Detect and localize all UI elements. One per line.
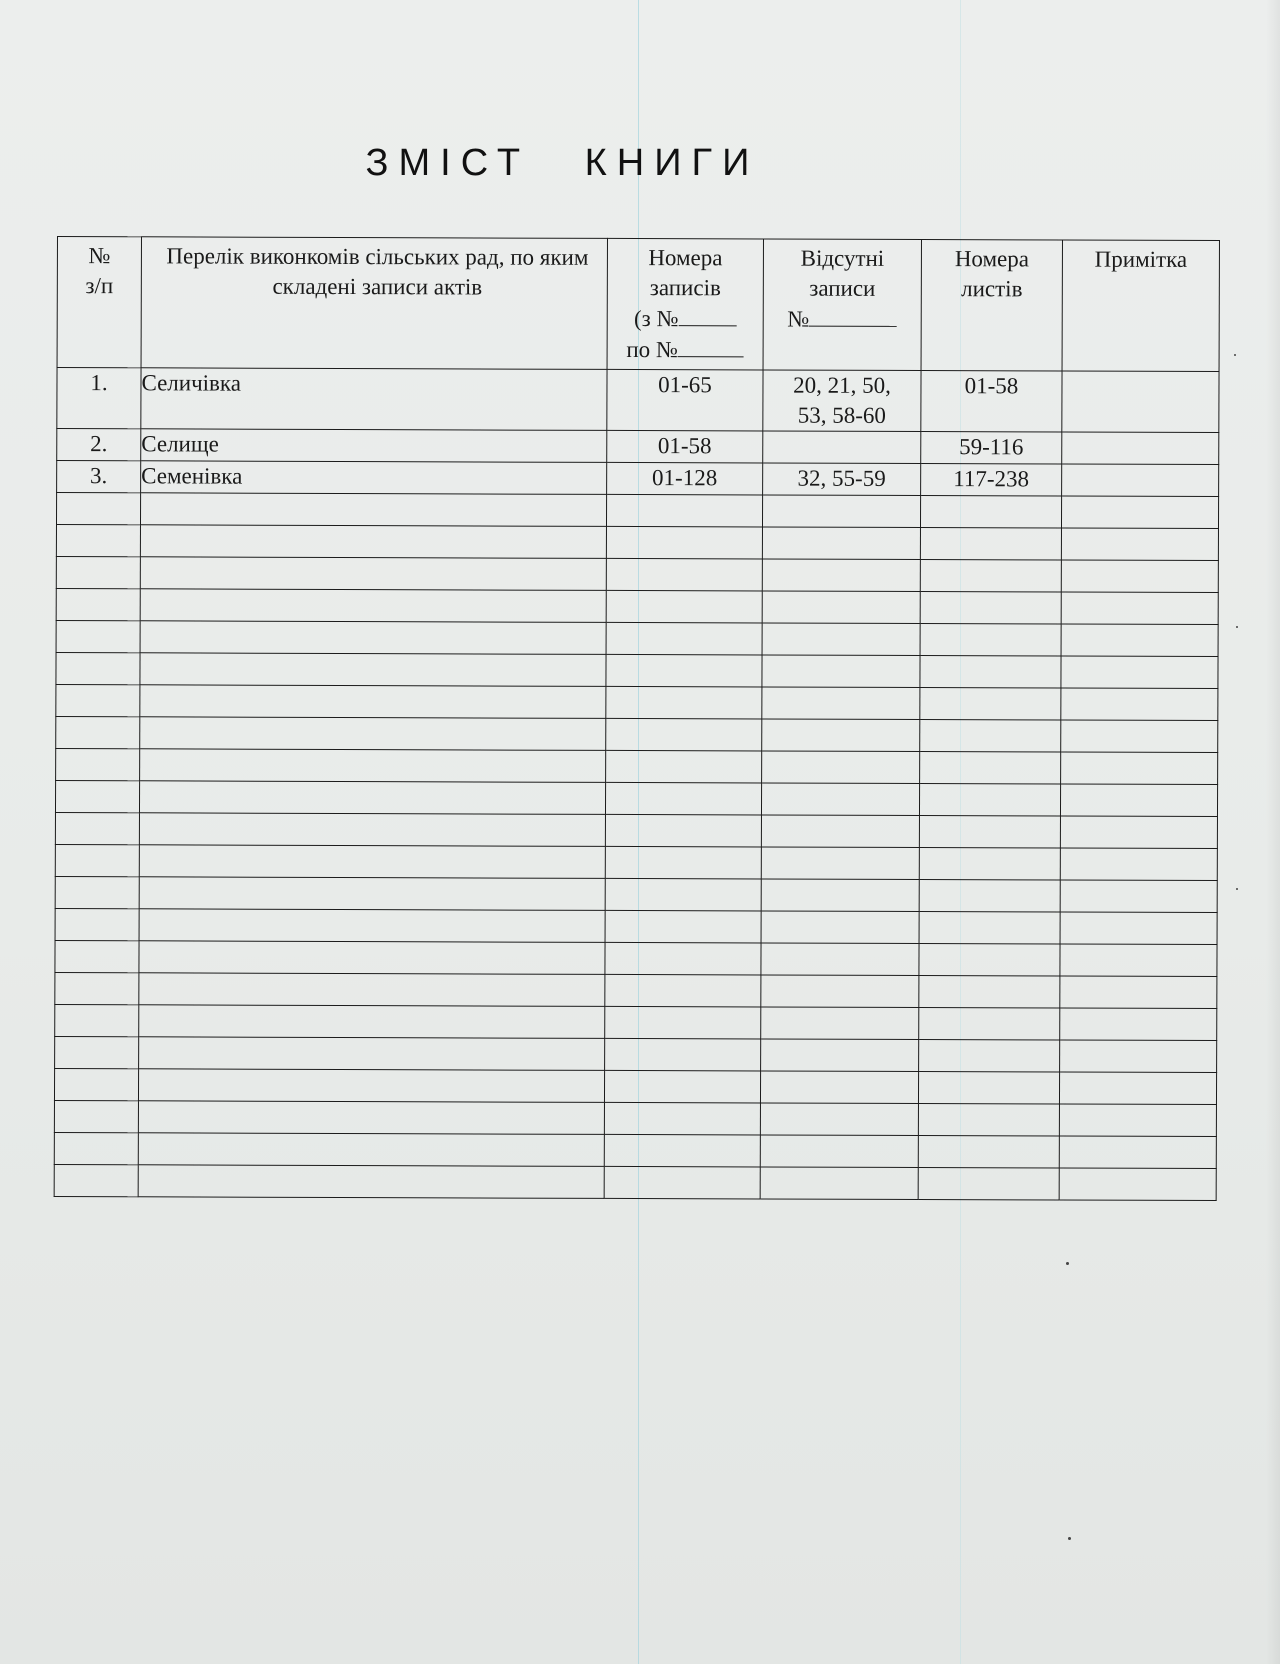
cell-sheet-numbers <box>920 656 1061 688</box>
table-row-empty <box>56 493 1218 529</box>
header-num <box>57 237 141 368</box>
cell-sheet-numbers <box>920 592 1061 624</box>
cell-council-name <box>140 685 606 719</box>
table-row-empty <box>54 1068 1216 1104</box>
cell-note <box>1060 848 1217 881</box>
cell-record-numbers <box>605 942 761 975</box>
cell-num <box>56 525 140 557</box>
cell-note <box>1062 464 1219 497</box>
table-row-empty <box>56 620 1218 656</box>
cell-council-name <box>139 813 605 847</box>
table-row-empty <box>56 652 1218 688</box>
cell-num: 2. <box>57 429 141 461</box>
table-row-empty <box>55 908 1217 944</box>
table-row-empty <box>54 1164 1216 1200</box>
cell-missing-records <box>761 911 919 944</box>
cell-council-name <box>140 525 606 559</box>
cell-sheet-numbers <box>918 1136 1059 1168</box>
page-edge-shadow <box>1266 0 1280 1664</box>
cell-note <box>1060 880 1217 913</box>
fill-in-blank <box>678 334 744 357</box>
cell-sheet-numbers <box>918 1072 1059 1104</box>
table-row-empty <box>54 1100 1216 1136</box>
header-council-list: Перелік виконкомів сільських рад, по яким складені записи актів <box>141 237 607 370</box>
cell-sheet-numbers <box>919 848 1060 880</box>
cell-record-numbers <box>605 782 761 815</box>
header-record-numbers <box>607 238 763 370</box>
table-row-empty <box>55 940 1217 976</box>
cell-record-numbers <box>605 1038 761 1071</box>
cell-record-numbers <box>606 622 762 655</box>
cell-council-name <box>139 941 605 975</box>
cell-council-name <box>140 557 606 591</box>
header-missing-num-label: № <box>787 306 810 332</box>
cell-note <box>1061 496 1218 529</box>
cell-record-numbers <box>604 1166 760 1199</box>
cell-council-name <box>138 1133 604 1167</box>
cell-sheet-numbers <box>919 784 1060 816</box>
cell-missing-records <box>760 1103 918 1136</box>
cell-note <box>1060 944 1217 977</box>
cell-council-name <box>139 845 605 879</box>
cell-record-numbers <box>606 750 762 783</box>
fill-in-blank <box>678 303 736 326</box>
cell-record-numbers <box>605 846 761 879</box>
table-row-empty <box>55 812 1217 848</box>
paper-speck <box>1236 626 1238 628</box>
cell-sheet-numbers <box>920 624 1061 656</box>
cell-council-name <box>140 717 606 751</box>
cell-record-numbers <box>606 526 762 559</box>
cell-num <box>54 1068 138 1100</box>
cell-council-name <box>140 749 606 783</box>
paper-speck <box>1234 354 1236 356</box>
cell-missing-records <box>760 1071 918 1104</box>
cell-record-numbers <box>606 718 762 751</box>
header-records-line: записів <box>649 275 721 301</box>
table-row-empty <box>54 1132 1216 1168</box>
cell-sheet-numbers <box>919 944 1060 976</box>
cell-sheet-numbers <box>920 560 1061 592</box>
cell-num <box>54 1132 138 1164</box>
table-row-empty <box>55 1036 1217 1072</box>
header-records-from-label: (з № <box>633 306 679 332</box>
header-num-line: № <box>88 243 111 269</box>
cell-missing-records <box>761 1007 919 1040</box>
cell-record-numbers <box>605 910 761 943</box>
cell-note <box>1060 1040 1217 1073</box>
cell-num: 1. <box>57 368 141 429</box>
cell-note <box>1061 688 1218 721</box>
cell-num: 3. <box>57 461 141 493</box>
cell-note <box>1061 752 1218 785</box>
cell-num <box>54 1164 138 1196</box>
paper-speck <box>1068 1537 1071 1540</box>
cell-record-numbers: 01-128 <box>607 462 763 495</box>
table-row <box>57 429 1219 465</box>
cell-num <box>56 588 140 620</box>
cell-note <box>1060 912 1217 945</box>
header-records-to-label: по № <box>626 336 678 363</box>
fill-in-blank <box>809 304 897 327</box>
cell-record-numbers <box>604 1070 760 1103</box>
contents-table <box>54 236 1220 1201</box>
cell-num <box>55 1004 139 1036</box>
cell-missing-line: 53, 58-60 <box>797 402 887 428</box>
cell-record-numbers <box>605 1006 761 1039</box>
header-note: Примітка <box>1062 240 1219 372</box>
header-sheets-line: Номера <box>954 246 1030 272</box>
cell-council-name <box>140 653 606 687</box>
cell-note <box>1061 656 1218 689</box>
cell-record-numbers <box>606 494 762 527</box>
cell-sheet-numbers <box>920 528 1061 560</box>
cell-council-name <box>139 877 605 911</box>
table-row-empty <box>55 844 1217 880</box>
cell-sheet-numbers <box>919 816 1060 848</box>
cell-num <box>56 652 140 684</box>
cell-note <box>1060 784 1217 817</box>
cell-sheet-numbers <box>919 1040 1060 1072</box>
cell-num <box>55 780 139 812</box>
cell-note <box>1061 720 1218 753</box>
cell-sheet-numbers <box>919 976 1060 1008</box>
table-row-empty <box>56 716 1218 752</box>
header-num-line: з/п <box>85 273 114 299</box>
cell-sheet-numbers <box>920 752 1061 784</box>
table-row-empty <box>56 748 1218 784</box>
header-missing-num <box>764 303 921 335</box>
cell-sheet-numbers: 59-116 <box>921 432 1062 464</box>
cell-record-numbers <box>605 974 761 1007</box>
cell-record-numbers: 01-58 <box>607 430 763 463</box>
cell-note <box>1061 592 1218 625</box>
cell-note <box>1059 1168 1216 1201</box>
cell-missing-records <box>762 559 920 592</box>
table-row-empty <box>56 684 1218 720</box>
cell-sheet-numbers <box>919 880 1060 912</box>
cell-council-name <box>139 909 605 943</box>
cell-note <box>1059 1072 1216 1105</box>
cell-missing-records <box>762 719 920 752</box>
cell-council-name <box>140 589 606 623</box>
document-title: ЗМІСТ КНИГИ <box>365 142 760 184</box>
header-missing-line: записи <box>809 275 876 301</box>
cell-record-numbers <box>606 558 762 591</box>
cell-record-numbers: 01-65 <box>607 369 763 431</box>
table-row <box>57 461 1219 497</box>
cell-missing-records <box>762 687 920 720</box>
cell-council-name: Селичівка <box>141 368 607 431</box>
cell-num <box>55 876 139 908</box>
header-missing-records <box>763 239 921 371</box>
cell-sheet-numbers <box>918 1168 1059 1200</box>
cell-council-name <box>139 781 605 815</box>
paper-speck <box>1066 1262 1069 1265</box>
cell-missing-records <box>761 815 919 848</box>
cell-sheet-numbers <box>919 912 1060 944</box>
cell-note <box>1059 1136 1216 1169</box>
cell-record-numbers <box>606 654 762 687</box>
cell-record-numbers <box>605 878 761 911</box>
table-header-row <box>57 237 1219 372</box>
header-missing-line: Відсутні <box>800 245 885 271</box>
paper-speck <box>1236 888 1238 890</box>
cell-council-name: Селище <box>141 429 607 463</box>
table-row-empty <box>55 876 1217 912</box>
cell-num <box>54 1100 138 1132</box>
cell-missing-records <box>762 591 920 624</box>
header-records-line: Номера <box>648 245 723 271</box>
header-sheet-numbers <box>921 240 1062 371</box>
cell-missing-records <box>762 623 920 656</box>
header-records-from <box>608 303 763 335</box>
cell-num <box>56 556 140 588</box>
table-row-empty <box>56 556 1218 592</box>
cell-sheet-numbers: 01-58 <box>921 371 1062 432</box>
cell-missing-records: 32, 55-59 <box>763 463 921 496</box>
cell-record-numbers <box>606 686 762 719</box>
cell-record-numbers <box>604 1134 760 1167</box>
cell-missing-records <box>762 655 920 688</box>
cell-council-name <box>139 973 605 1007</box>
cell-missing-records <box>761 783 919 816</box>
cell-missing-records <box>761 879 919 912</box>
cell-record-numbers <box>604 1102 760 1135</box>
cell-note <box>1061 528 1218 561</box>
cell-council-name <box>138 1165 604 1199</box>
cell-record-numbers <box>605 814 761 847</box>
table-row-empty <box>56 525 1218 561</box>
cell-note <box>1059 1104 1216 1137</box>
cell-sheet-numbers <box>918 1104 1059 1136</box>
cell-council-name <box>139 1005 605 1039</box>
header-sheets-line: листів <box>961 276 1023 302</box>
cell-missing-records <box>761 1039 919 1072</box>
cell-num <box>56 493 140 525</box>
cell-sheet-numbers: 117-238 <box>921 464 1062 496</box>
cell-note <box>1060 816 1217 849</box>
cell-council-name <box>140 493 606 527</box>
cell-record-numbers <box>606 590 762 623</box>
cell-missing-records <box>761 975 919 1008</box>
cell-note <box>1062 432 1219 465</box>
cell-num <box>56 748 140 780</box>
cell-num <box>55 844 139 876</box>
cell-note <box>1061 560 1218 593</box>
cell-note <box>1060 1008 1217 1041</box>
cell-council-name <box>139 1037 605 1071</box>
cell-note <box>1062 371 1219 433</box>
cell-council-name: Семенівка <box>141 461 607 495</box>
cell-missing-records <box>763 431 921 464</box>
cell-missing-records <box>760 1167 918 1200</box>
table-row-empty <box>56 588 1218 624</box>
cell-sheet-numbers <box>920 688 1061 720</box>
cell-council-name <box>138 1069 604 1103</box>
cell-num <box>55 812 139 844</box>
table-row-empty <box>55 780 1217 816</box>
cell-sheet-numbers <box>920 496 1061 528</box>
cell-num <box>55 1036 139 1068</box>
cell-missing-records <box>760 1135 918 1168</box>
cell-note <box>1061 624 1218 657</box>
cell-num <box>56 684 140 716</box>
cell-sheet-numbers <box>920 720 1061 752</box>
cell-missing-records <box>762 495 920 528</box>
cell-num <box>55 940 139 972</box>
cell-council-name <box>140 621 606 655</box>
cell-missing-records <box>763 370 921 432</box>
cell-sheet-numbers <box>919 1008 1060 1040</box>
cell-num <box>56 716 140 748</box>
header-records-to <box>608 334 763 366</box>
table-row-empty <box>55 972 1217 1008</box>
cell-missing-line: 20, 21, 50, <box>793 372 891 398</box>
cell-missing-records <box>761 847 919 880</box>
cell-num <box>55 972 139 1004</box>
cell-num <box>56 620 140 652</box>
cell-num <box>55 908 139 940</box>
cell-note <box>1060 976 1217 1009</box>
table-row <box>57 368 1219 433</box>
cell-council-name <box>138 1101 604 1135</box>
cell-missing-records <box>762 751 920 784</box>
cell-missing-records <box>762 527 920 560</box>
cell-missing-records <box>761 943 919 976</box>
table-row-empty <box>55 1004 1217 1040</box>
